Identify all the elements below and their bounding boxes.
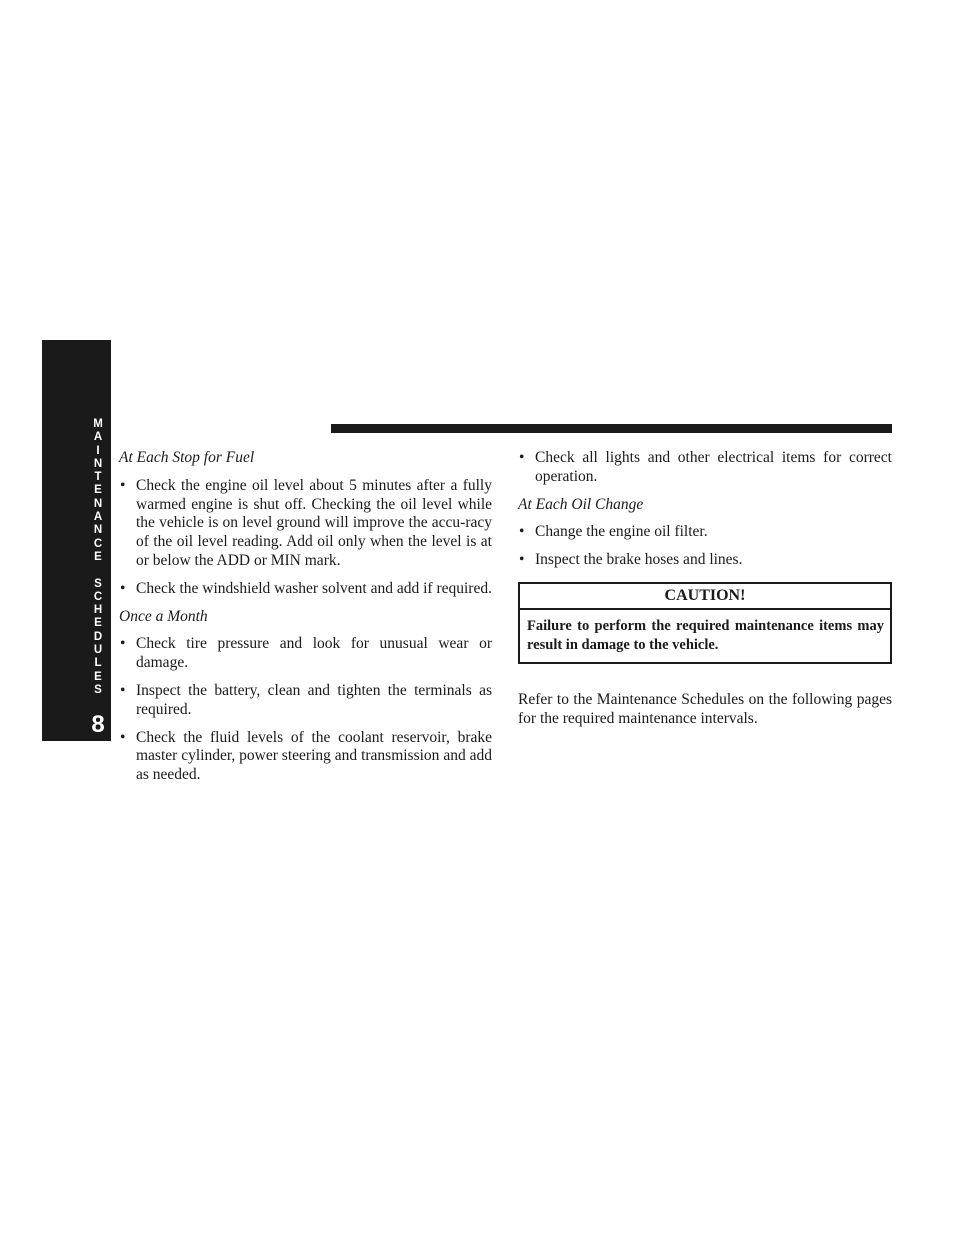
caution-box: [518, 582, 892, 664]
bullet-icon: •: [120, 728, 126, 746]
tab-letter: N: [93, 524, 103, 537]
list-item: [119, 580, 492, 599]
tab-letter: N: [93, 457, 103, 470]
list-item: [119, 682, 492, 720]
bullet-icon: •: [120, 635, 126, 653]
list-item-text: Check the engine oil level about 5 minutes after a fully warmed engine is shut off. Checking the oil level while the vehicle is on level ground will improve the accu-racy of the oil level reading. Add oil only when the level is at or below the ADD or MIN mark.: [136, 476, 492, 569]
bullet-icon: •: [519, 449, 525, 466]
tab-letter: T: [94, 471, 102, 484]
tab-letter-gap: [86, 564, 110, 577]
tab-letter: A: [93, 431, 103, 444]
caution-title: CAUTION!: [520, 584, 890, 610]
tab-letter: E: [94, 550, 102, 563]
section-heading: At Each Oil Change: [518, 495, 644, 513]
left-column: [119, 449, 492, 794]
tab-letter: E: [94, 484, 102, 497]
tab-letter: U: [93, 644, 103, 657]
tab-letter: L: [94, 657, 102, 670]
list-item: [518, 523, 892, 542]
tab-letter: C: [93, 590, 103, 603]
bullet-icon: •: [120, 579, 126, 597]
tab-letter: I: [96, 444, 100, 457]
section-heading: Once a Month: [119, 607, 208, 625]
chapter-tab-label: [86, 418, 110, 697]
tab-letter: A: [93, 511, 103, 524]
list-item-text: Change the engine oil filter.: [535, 523, 708, 541]
bullet-icon: •: [519, 523, 525, 541]
tab-letter: H: [93, 604, 103, 617]
bullet-icon: •: [120, 476, 126, 494]
tab-letter: S: [94, 577, 102, 590]
list-item-text: Inspect the battery, clean and tighten the terminals as required.: [136, 681, 492, 718]
tab-letter: D: [93, 630, 103, 643]
list-item-text: Check tire pressure and look for unusual wear or damage.: [136, 635, 492, 672]
section-header-rule: [331, 424, 892, 433]
list-item: [518, 449, 892, 487]
caution-text: Failure to perform the required maintenance items may result in damage to the vehicle.: [527, 617, 884, 653]
chapter-number: 8: [91, 711, 105, 738]
section-heading: At Each Stop for Fuel: [119, 449, 255, 466]
tab-letter: C: [93, 537, 103, 550]
list-item: [119, 635, 492, 673]
tab-letter: E: [94, 670, 102, 683]
tab-letter: M: [93, 418, 103, 430]
list-item: [518, 551, 892, 570]
refer-paragraph: Refer to the Maintenance Schedules on the following pages for the required maintenance intervals.: [518, 690, 892, 727]
tab-letter: N: [93, 497, 103, 510]
tab-letter: S: [94, 683, 102, 696]
list-item: [119, 729, 492, 785]
bullet-icon: •: [519, 551, 525, 569]
list-item: [119, 477, 492, 571]
right-column: [518, 449, 892, 728]
list-item-text: Check the fluid levels of the coolant reservoir, brake master cylinder, power steering and transmission and add as needed.: [136, 728, 492, 784]
list-item-text: Inspect the brake hoses and lines.: [535, 551, 743, 569]
bullet-icon: •: [120, 681, 126, 699]
list-item-text: Check the windshield washer solvent and add if required.: [136, 579, 492, 597]
list-item-text: Check all lights and other electrical items for correct operation.: [535, 449, 892, 485]
tab-letter: E: [94, 617, 102, 630]
